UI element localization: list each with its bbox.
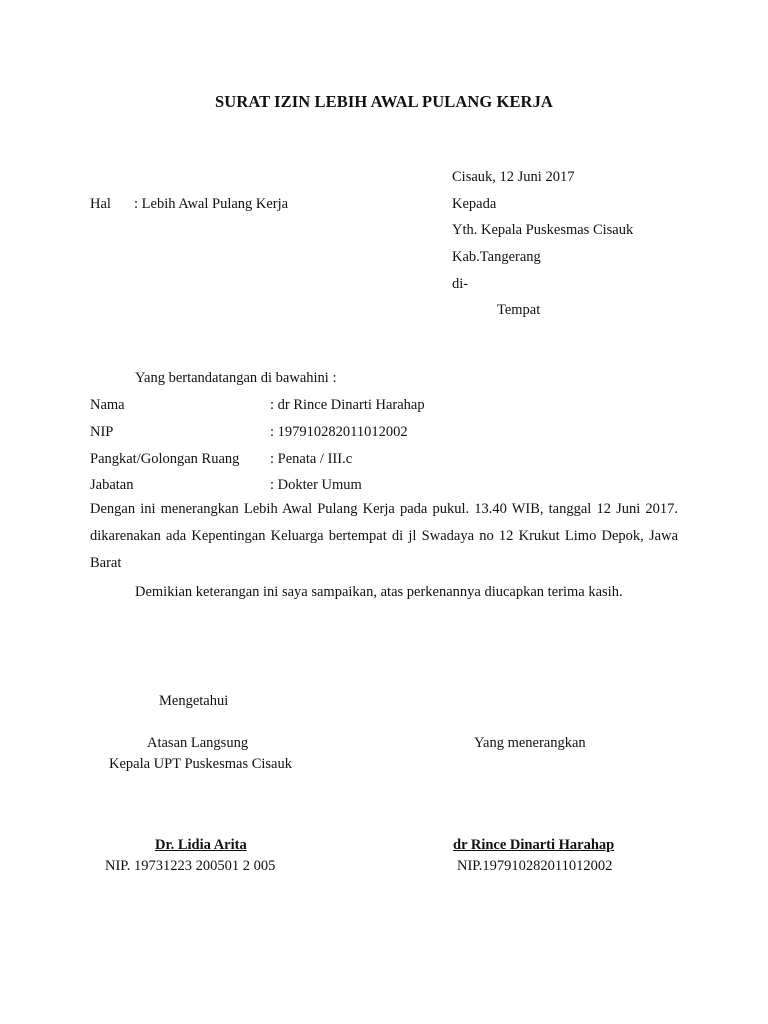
subject-label: Hal	[90, 196, 111, 212]
closing-paragraph: Demikian keterangan ini saya sampaikan, atas perkenannya diucapkan terima kasih.	[135, 584, 623, 600]
field-label-nama: Nama	[90, 397, 125, 413]
recipient-line-1: Kepada	[452, 196, 497, 212]
subject-value: : Lebih Awal Pulang Kerja	[134, 196, 289, 212]
field-label-jabatan: Jabatan	[90, 477, 134, 493]
left-signer-name: Dr. Lidia Arita	[155, 837, 247, 853]
body-paragraph: Dengan ini menerangkan Lebih Awal Pulang Kerja pada pukul. 13.40 WIB, tanggal 12 Juni 2017. dikarenakan ada Kepentingan Keluarga bertempat di jl Swadaya no 12 Krukut Limo Depok, Jawa Barat	[90, 501, 678, 571]
right-signer-nip: NIP.197910282011012002	[457, 858, 613, 874]
recipient-line-4: di-	[452, 276, 469, 292]
left-signer-nip: NIP. 19731223 200501 2 005	[105, 858, 276, 874]
recipient-line-5: Tempat	[497, 302, 541, 318]
intro-text: Yang bertandatangan di bawahini :	[135, 370, 337, 386]
acknowledged-label: Mengetahui	[159, 693, 229, 709]
right-signer-role: Yang menerangkan	[474, 735, 586, 751]
recipient-line-2: Yth. Kepala Puskesmas Cisauk	[452, 222, 634, 238]
field-value-jabatan: : Dokter Umum	[270, 477, 362, 493]
recipient-line-3: Kab.Tangerang	[452, 249, 541, 265]
field-value-nama: : dr Rince Dinarti Harahap	[270, 397, 425, 413]
letter-date: Cisauk, 12 Juni 2017	[452, 169, 575, 185]
field-value-pangkat: : Penata / III.c	[270, 451, 353, 467]
right-signer-name: dr Rince Dinarti Harahap	[453, 837, 615, 853]
field-label-nip: NIP	[90, 424, 114, 440]
left-signer-role-2: Kepala UPT Puskesmas Cisauk	[109, 756, 292, 772]
left-signer-role-1: Atasan Langsung	[147, 735, 249, 751]
field-label-pangkat: Pangkat/Golongan Ruang	[90, 451, 240, 467]
letter-title: SURAT IZIN LEBIH AWAL PULANG KERJA	[215, 92, 553, 111]
field-value-nip: : 197910282011012002	[270, 424, 408, 440]
